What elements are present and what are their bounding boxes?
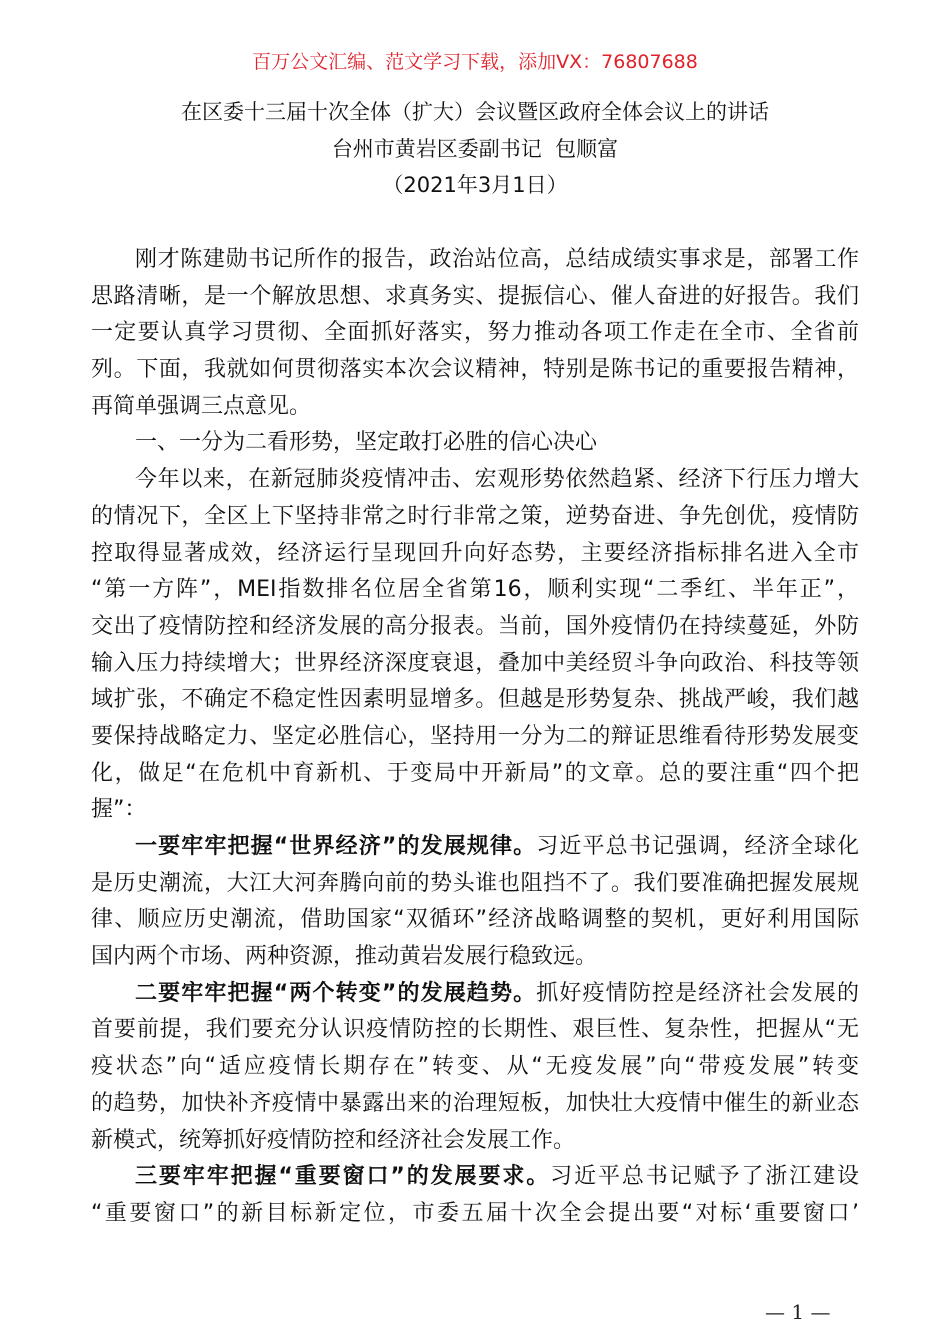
line-text: 疫状态”向“适应疫情长期存在”转变、从“无疫发展”向“带疫发展”转变	[91, 1054, 859, 1080]
line-text: 抓好疫情防控是经济社会发展的	[536, 980, 859, 1006]
document-body	[91, 242, 859, 1233]
line-text: 再简单强调三点意见。	[91, 393, 312, 419]
paragraph-line	[91, 829, 859, 866]
paragraph-line	[91, 242, 859, 279]
line-text: 一定要认真学习贯彻、全面抓好落实，努力推动各项工作走在全市、全省前	[91, 320, 859, 346]
line-text: “第一方阵”，MEI指数排名位居全省第16，顺利实现“二季红、半年正”，	[91, 577, 859, 603]
paragraph-lead: 一要牢牢把握“世界经济”的发展规律。	[135, 834, 537, 859]
line-text: 首要前提，我们要充分认识疫情防控的长期性、艰巨性、复杂性，把握从“无	[91, 1017, 859, 1043]
paragraph-line	[91, 866, 859, 903]
line-text: 的情况下，全区上下坚持非常之时行非常之策，逆势奋进、争先创优，疫情防	[91, 503, 859, 529]
paragraph-line	[91, 1049, 859, 1086]
line-text: 新模式，统筹抓好疫情防控和经济社会发展工作。	[91, 1127, 576, 1153]
paragraph-line	[91, 536, 859, 573]
paragraph-line	[91, 792, 859, 829]
paragraph	[91, 976, 859, 1159]
paragraph-line	[91, 389, 859, 426]
paragraph	[91, 462, 859, 829]
line-text: 刚才陈建勋书记所作的报告，政治站位高，总结成绩实事求是，部署工作	[135, 247, 859, 272]
paragraph-line	[91, 462, 859, 499]
line-text: 习近平总书记强调，经济全球化	[536, 834, 859, 859]
paragraph-line	[91, 756, 859, 793]
paragraph	[91, 425, 859, 462]
line-text: 是历史潮流，大江大河奔腾向前的势头谁也阻挡不了。我们要准确把握发展规	[91, 870, 859, 896]
paragraph-lead: 三要牢牢把握“重要窗口”的发展要求。	[135, 1164, 551, 1190]
paragraph-line	[91, 1196, 859, 1233]
line-text: 握”：	[91, 797, 147, 823]
line-text: 律、顺应历史潮流，借助国家“双循环”经济战略调整的契机，更好利用国际	[91, 907, 859, 933]
paragraph-lead: 二要牢牢把握“两个转变”的发展趋势。	[135, 980, 537, 1006]
paragraph-line	[91, 1159, 859, 1196]
paragraph-line	[91, 425, 859, 462]
line-text: 列。下面，我就如何贯彻落实本次会议精神，特别是陈书记的重要报告精神，	[91, 357, 859, 383]
document-title: 在区委十三届十次全体（扩大）会议暨区政府全体会议上的讲话	[181, 100, 769, 124]
paragraph	[91, 829, 859, 976]
line-text: “重要窗口”的新目标新定位，市委五届十次全会提出要“对标‘重要窗口’	[91, 1200, 859, 1226]
line-text: 国内两个市场、两种资源，推动黄岩发展行稳致远。	[91, 944, 598, 970]
line-text: 一、一分为二看形势，坚定敢打必胜的信心决心	[135, 430, 598, 456]
paragraph-line	[91, 315, 859, 352]
paragraph-line	[91, 1123, 859, 1160]
line-text: 交出了疫情防控和经济发展的高分报表。当前，国外疫情仍在持续蔓延，外防	[91, 613, 859, 639]
paragraph-line	[91, 279, 859, 316]
watermark-banner: 百万公文汇编、范文学习下载，添加VX：76807688	[252, 51, 698, 73]
line-text: 习近平总书记赋予了浙江建设	[550, 1164, 859, 1190]
paragraph-line	[91, 1012, 859, 1049]
line-text: 控取得显著成效，经济运行呈现回升向好态势，主要经济指标排名进入全市	[91, 540, 859, 566]
line-text: 思路清晰，是一个解放思想、求真务实、提振信心、催人奋进的好报告。我们	[91, 283, 859, 309]
paragraph-line	[91, 572, 859, 609]
line-text: 的趋势，加快补齐疫情中暴露出来的治理短板，加快壮大疫情中催生的新业态	[91, 1090, 859, 1116]
document-date: （2021年3月1日）	[382, 173, 568, 198]
paragraph	[91, 242, 859, 425]
line-text: 域扩张，不确定不稳定性因素明显增多。但越是形势复杂、挑战严峻，我们越	[91, 687, 859, 713]
line-text: 输入压力持续增大；世界经济深度衰退，叠加中美经贸斗争向政治、科技等领	[91, 650, 859, 676]
document-header	[0, 94, 950, 204]
paragraph-line	[91, 682, 859, 719]
paragraph-line	[91, 976, 859, 1013]
paragraph-line	[91, 646, 859, 683]
document-author: 台州市黄岩区委副书记 包顺富	[331, 136, 619, 161]
paragraph-line	[91, 719, 859, 756]
line-text: 今年以来，在新冠肺炎疫情冲击、宏观形势依然趋紧、经济下行压力增大	[135, 467, 859, 493]
page-number: — 1 —	[765, 1300, 831, 1324]
line-text: 要保持战略定力、坚定必胜信心，坚持用一分为二的辩证思维看待形势发展变	[91, 723, 859, 749]
line-text: 化，做足“在危机中育新机、于变局中开新局”的文章。总的要注重“四个把	[91, 760, 859, 786]
paragraph-line	[91, 902, 859, 939]
paragraph-line	[91, 352, 859, 389]
paragraph-line	[91, 1086, 859, 1123]
paragraph-line	[91, 609, 859, 646]
paragraph-line	[91, 939, 859, 976]
paragraph	[91, 1159, 859, 1232]
paragraph-line	[91, 499, 859, 536]
